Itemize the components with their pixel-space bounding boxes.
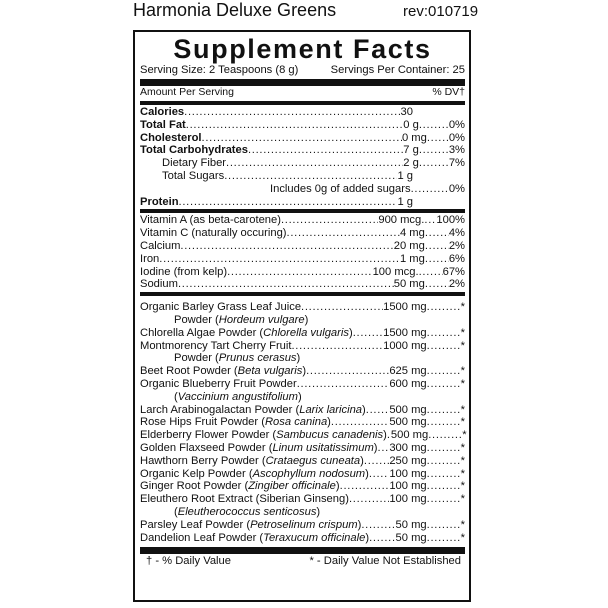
ingredient-name: Rose Hips Fruit Powder (	[140, 416, 265, 429]
ingredient-dv: *	[460, 531, 465, 544]
nutrient-dv: 100%	[436, 214, 465, 227]
ingredient-row	[140, 468, 465, 481]
leader-dots	[159, 253, 400, 266]
leader-dots	[427, 378, 461, 391]
ingredient-name: Hawthorn Berry Powder (	[140, 454, 266, 467]
ingredient-row	[140, 442, 465, 455]
leader-dots	[291, 340, 383, 353]
divider-thick	[140, 79, 465, 86]
ingredient-continuation	[140, 314, 465, 327]
ingredient-close: )	[335, 480, 340, 493]
leader-dots	[427, 532, 461, 545]
servings-per-container: Servings Per Container: 25	[330, 64, 465, 76]
leader-dots	[179, 196, 398, 209]
ingredient-dv: *	[460, 377, 465, 390]
leader-dots	[366, 404, 390, 417]
ingredient-dv: *	[460, 454, 465, 467]
ingredient-dv: *	[460, 441, 465, 454]
nutrient-dv: 67%	[442, 265, 465, 278]
ingredient-dv: *	[460, 339, 465, 352]
ingredient-latin: Eleutherococcus senticosus	[177, 505, 317, 518]
leader-dots	[378, 442, 390, 455]
panel-title: Supplement Facts	[173, 34, 432, 64]
ingredient-amount: 1000 mg	[383, 339, 427, 352]
ingredient-name: Beet Root Powder (	[140, 365, 238, 378]
ingredient-name: Montmorency Tart Cherry Fruit	[140, 339, 292, 352]
leader-dots	[425, 253, 449, 266]
nutrient-dv: 2%	[448, 239, 465, 252]
nutrient-amount: 100 mcg.	[372, 265, 419, 278]
ingredient-latin: Larix laricina	[299, 403, 363, 416]
ingredient-close: )	[304, 313, 309, 326]
nutrient-row-total-sugars	[140, 170, 465, 183]
ingredient-row	[140, 327, 465, 340]
leader-dots	[340, 480, 390, 493]
serving-size: Serving Size: 2 Teaspoons (8 g)	[140, 64, 299, 76]
ingredient-name: Chlorella Algae Powder (	[140, 326, 264, 339]
leader-dots	[427, 132, 449, 145]
leader-dots	[427, 442, 461, 455]
ingredient-name: Eleuthero Root Extract (Siberian Ginseng)	[140, 493, 349, 506]
ingredient-latin: Rosa canina	[264, 416, 328, 429]
nutrient-label: Iron	[140, 252, 160, 265]
nutrient-label: Calories	[140, 106, 185, 118]
nutrient-label: Includes 0g of added sugars	[270, 182, 411, 195]
ingredient-latin: Beta vulgaris	[237, 365, 303, 378]
ingredient-dv: *	[460, 365, 465, 378]
nutrient-dv: 4%	[448, 227, 465, 240]
leader-dots	[184, 106, 400, 119]
ingredient-amount: 600 mg	[389, 377, 427, 390]
ingredient-close: )	[365, 531, 370, 544]
amount-header	[140, 86, 465, 99]
ingredient-close: )	[373, 441, 378, 454]
leader-dots	[427, 301, 461, 314]
ingredient-close: )	[360, 454, 364, 467]
ingredient-close: )	[362, 403, 366, 416]
nutrient-label: Iodine (from kelp)	[140, 265, 228, 278]
micronutrient-list	[140, 214, 465, 291]
nutrient-amount: 900 mcg.	[378, 214, 425, 227]
ingredient-name: Powder (	[174, 313, 219, 326]
leader-dots	[419, 119, 449, 132]
leader-dots	[361, 519, 395, 532]
serving-info	[140, 64, 465, 77]
ingredient-row	[140, 455, 465, 468]
nutrient-dv: 0%	[448, 118, 465, 131]
leader-dots	[425, 227, 449, 240]
leader-dots	[353, 327, 383, 340]
nutrient-row-cholesterol	[140, 132, 465, 145]
nutrient-dv: 2%	[448, 278, 465, 291]
nutrient-row-total-fat	[140, 119, 465, 132]
revision-code: rev:010719	[403, 3, 479, 20]
ingredient-close: )	[297, 390, 302, 403]
nutrient-row-protein	[140, 196, 465, 209]
ingredient-name: Larch Arabinogalactan Powder (	[140, 403, 300, 416]
amount-per-serving-label: Amount Per Serving	[140, 86, 234, 98]
divider-thick	[140, 547, 465, 554]
header-bar	[0, 0, 608, 24]
ingredient-row	[140, 378, 465, 391]
nutrient-row-calories	[140, 106, 465, 119]
divider-mid	[140, 209, 465, 213]
leader-dots	[427, 480, 461, 493]
leader-dots	[369, 468, 389, 481]
leader-dots	[180, 240, 393, 253]
leader-dots	[424, 214, 436, 227]
nutrient-amount: 7 g	[403, 144, 419, 157]
nutrient-amount: 0 mg	[401, 131, 427, 144]
footnote-daily-value: † - % Daily Value	[146, 555, 231, 568]
ingredient-close: )	[327, 416, 331, 429]
ingredient-dv: *	[460, 301, 465, 314]
nutrient-row-total-carbohydrates	[140, 144, 465, 157]
ingredient-continuation	[140, 352, 465, 365]
ingredient-dv: *	[460, 416, 465, 429]
ingredient-latin: Zingiber officinale	[248, 480, 336, 493]
ingredient-continuation	[140, 391, 465, 404]
leader-dots	[427, 468, 461, 481]
ingredient-amount: 500 mg	[389, 403, 427, 416]
leader-dots	[287, 227, 400, 240]
ingredient-row	[140, 416, 465, 429]
dv-header: % DV†	[432, 86, 465, 98]
ingredient-close: )	[365, 467, 369, 480]
leader-dots	[428, 429, 462, 442]
nutrient-dv: 0%	[448, 131, 465, 144]
nutrient-amount: 0 g	[403, 118, 419, 131]
ingredient-latin: Vaccinium angustifolium	[177, 390, 298, 403]
nutrient-dv: 7%	[448, 157, 465, 170]
leader-dots	[427, 404, 461, 417]
micronutrient-row	[140, 227, 465, 240]
ingredient-amount: 50 mg	[395, 531, 427, 544]
nutrient-dv: 6%	[448, 252, 465, 265]
ingredient-row	[140, 429, 465, 442]
ingredient-name: Organic Kelp Powder (	[140, 467, 253, 480]
nutrient-label: Dietary Fiber	[162, 157, 227, 170]
nutrient-row-dietary-fiber	[140, 157, 465, 170]
ingredient-amount: 500 mg	[389, 416, 427, 429]
supplement-facts-panel	[133, 30, 471, 602]
ingredient-list	[140, 301, 465, 544]
ingredient-name: Powder (	[174, 352, 219, 365]
ingredient-dv: *	[460, 518, 465, 531]
ingredient-close: )	[348, 326, 353, 339]
micronutrient-row	[140, 266, 465, 279]
ingredient-row	[140, 519, 465, 532]
leader-dots	[226, 157, 403, 170]
product-name: Harmonia Deluxe Greens	[133, 0, 337, 20]
leader-dots	[224, 170, 397, 183]
ingredient-row	[140, 365, 465, 378]
ingredient-latin: Teraxucum officinale	[263, 531, 366, 544]
leader-dots	[425, 240, 449, 253]
ingredient-amount: 1500 mg	[383, 326, 427, 339]
leader-dots	[297, 378, 390, 391]
leader-dots	[331, 416, 389, 429]
ingredient-name: Organic Barley Grass Leaf Juice	[140, 301, 302, 314]
nutrient-label: Total Sugars	[162, 169, 225, 182]
ingredient-name: (	[174, 505, 178, 518]
divider-mid	[140, 101, 465, 105]
micronutrient-row	[140, 240, 465, 253]
leader-dots	[248, 144, 403, 157]
ingredient-name: Ginger Root Powder (	[140, 480, 249, 493]
leader-dots	[349, 493, 389, 506]
nutrient-amount: 2 g	[403, 157, 419, 170]
leader-dots	[419, 144, 449, 157]
ingredient-row	[140, 480, 465, 493]
nutrient-dv: 3%	[448, 144, 465, 157]
ingredient-amount: 100 mg	[389, 480, 427, 493]
ingredient-name: Organic Blueberry Fruit Powder	[140, 377, 297, 390]
leader-dots	[419, 157, 449, 170]
ingredient-close: )	[302, 365, 307, 378]
nutrient-dv: 0%	[448, 182, 465, 195]
ingredient-continuation	[140, 506, 465, 519]
ingredient-amount: 100 mg	[389, 467, 427, 480]
leader-dots	[427, 327, 461, 340]
leader-dots	[427, 493, 461, 506]
nutrient-amount: 50 mg	[393, 278, 425, 291]
nutrient-amount: 1 g	[397, 195, 413, 208]
micronutrient-row	[140, 214, 465, 227]
ingredient-amount: 300 mg	[389, 441, 427, 454]
nutrient-label: Total Carbohydrates	[140, 144, 248, 157]
nutrient-label: Protein	[140, 195, 179, 208]
leader-dots	[427, 519, 461, 532]
leader-dots	[306, 365, 389, 378]
nutrient-label: Sodium	[140, 278, 178, 291]
nutrient-label: Vitamin C (naturally occuring)	[140, 227, 287, 240]
ingredient-close: )	[316, 505, 321, 518]
ingredient-row	[140, 301, 465, 314]
leader-dots	[425, 278, 449, 291]
leader-dots	[202, 132, 402, 145]
ingredient-amount: 625 mg	[389, 365, 427, 378]
panel-footer	[140, 554, 465, 568]
nutrient-label: Cholesterol	[140, 131, 202, 144]
ingredient-latin: Linum usitatissimum	[272, 441, 374, 454]
ingredient-amount: 500 mg	[390, 429, 429, 442]
leader-dots	[178, 278, 394, 291]
ingredient-latin: Chlorella vulgaris	[263, 326, 349, 339]
ingredient-close: )	[383, 429, 387, 442]
ingredient-name: (	[174, 390, 178, 403]
ingredient-name: Golden Flaxseed Powder (	[140, 441, 273, 454]
nutrient-label: Calcium	[140, 239, 181, 252]
nutrient-amount: 1 mg	[399, 252, 425, 265]
divider-mid	[140, 292, 465, 296]
micronutrient-row	[140, 253, 465, 266]
ingredient-dv: *	[460, 326, 465, 339]
ingredient-dv: *	[460, 493, 465, 506]
ingredient-row	[140, 532, 465, 545]
leader-dots	[427, 416, 461, 429]
nutrient-label: Vitamin A (as beta-carotene)	[140, 214, 281, 227]
micronutrient-row	[140, 278, 465, 291]
ingredient-latin: Crataegus cuneata	[265, 454, 361, 467]
leader-dots	[186, 119, 403, 132]
leader-dots	[227, 266, 373, 279]
nutrient-row-added-sugars	[140, 183, 465, 196]
nutrient-label: Total Fat	[140, 118, 186, 131]
nutrient-amount: 20 mg	[393, 239, 425, 252]
nutrient-amount: 1 g	[397, 169, 413, 182]
ingredient-latin: Sambucus canadenis	[276, 429, 384, 442]
ingredient-close: )	[296, 352, 301, 365]
ingredient-name: Elderberry Flower Powder (	[140, 429, 277, 442]
ingredient-name: Parsley Leaf Powder (	[140, 518, 251, 531]
leader-dots	[281, 214, 378, 227]
ingredient-latin: Prunus cerasus	[218, 352, 297, 365]
ingredient-name: Dandelion Leaf Powder (	[140, 531, 264, 544]
leader-dots	[301, 301, 383, 314]
leader-dots	[364, 455, 389, 468]
ingredient-dv: *	[460, 467, 465, 480]
ingredient-dv: *	[460, 480, 465, 493]
leader-dots	[411, 183, 449, 196]
ingredient-amount: 1500 mg	[383, 301, 427, 314]
nutrient-amount: 4 mg	[399, 227, 425, 240]
ingredient-latin: Ascophyllum nodosum	[252, 467, 366, 480]
leader-dots	[427, 340, 461, 353]
ingredient-close: )	[357, 518, 362, 531]
leader-dots	[419, 266, 443, 279]
nutrient-amount: 30	[400, 106, 413, 118]
ingredient-amount: 250 mg	[389, 454, 427, 467]
ingredient-latin: Hordeum vulgare	[218, 313, 305, 326]
leader-dots	[369, 532, 395, 545]
ingredient-dv: *	[462, 429, 467, 442]
ingredient-latin: Petroselinum crispum	[250, 518, 358, 531]
ingredient-amount: 50 mg	[395, 518, 427, 531]
ingredient-row	[140, 340, 465, 353]
ingredient-dv: *	[460, 403, 465, 416]
ingredient-row	[140, 493, 465, 506]
ingredient-row	[140, 404, 465, 417]
leader-dots	[427, 365, 461, 378]
ingredient-amount: 100 mg	[389, 493, 427, 506]
leader-dots	[427, 455, 461, 468]
footnote-not-established: * - Daily Value Not Established	[309, 555, 461, 568]
